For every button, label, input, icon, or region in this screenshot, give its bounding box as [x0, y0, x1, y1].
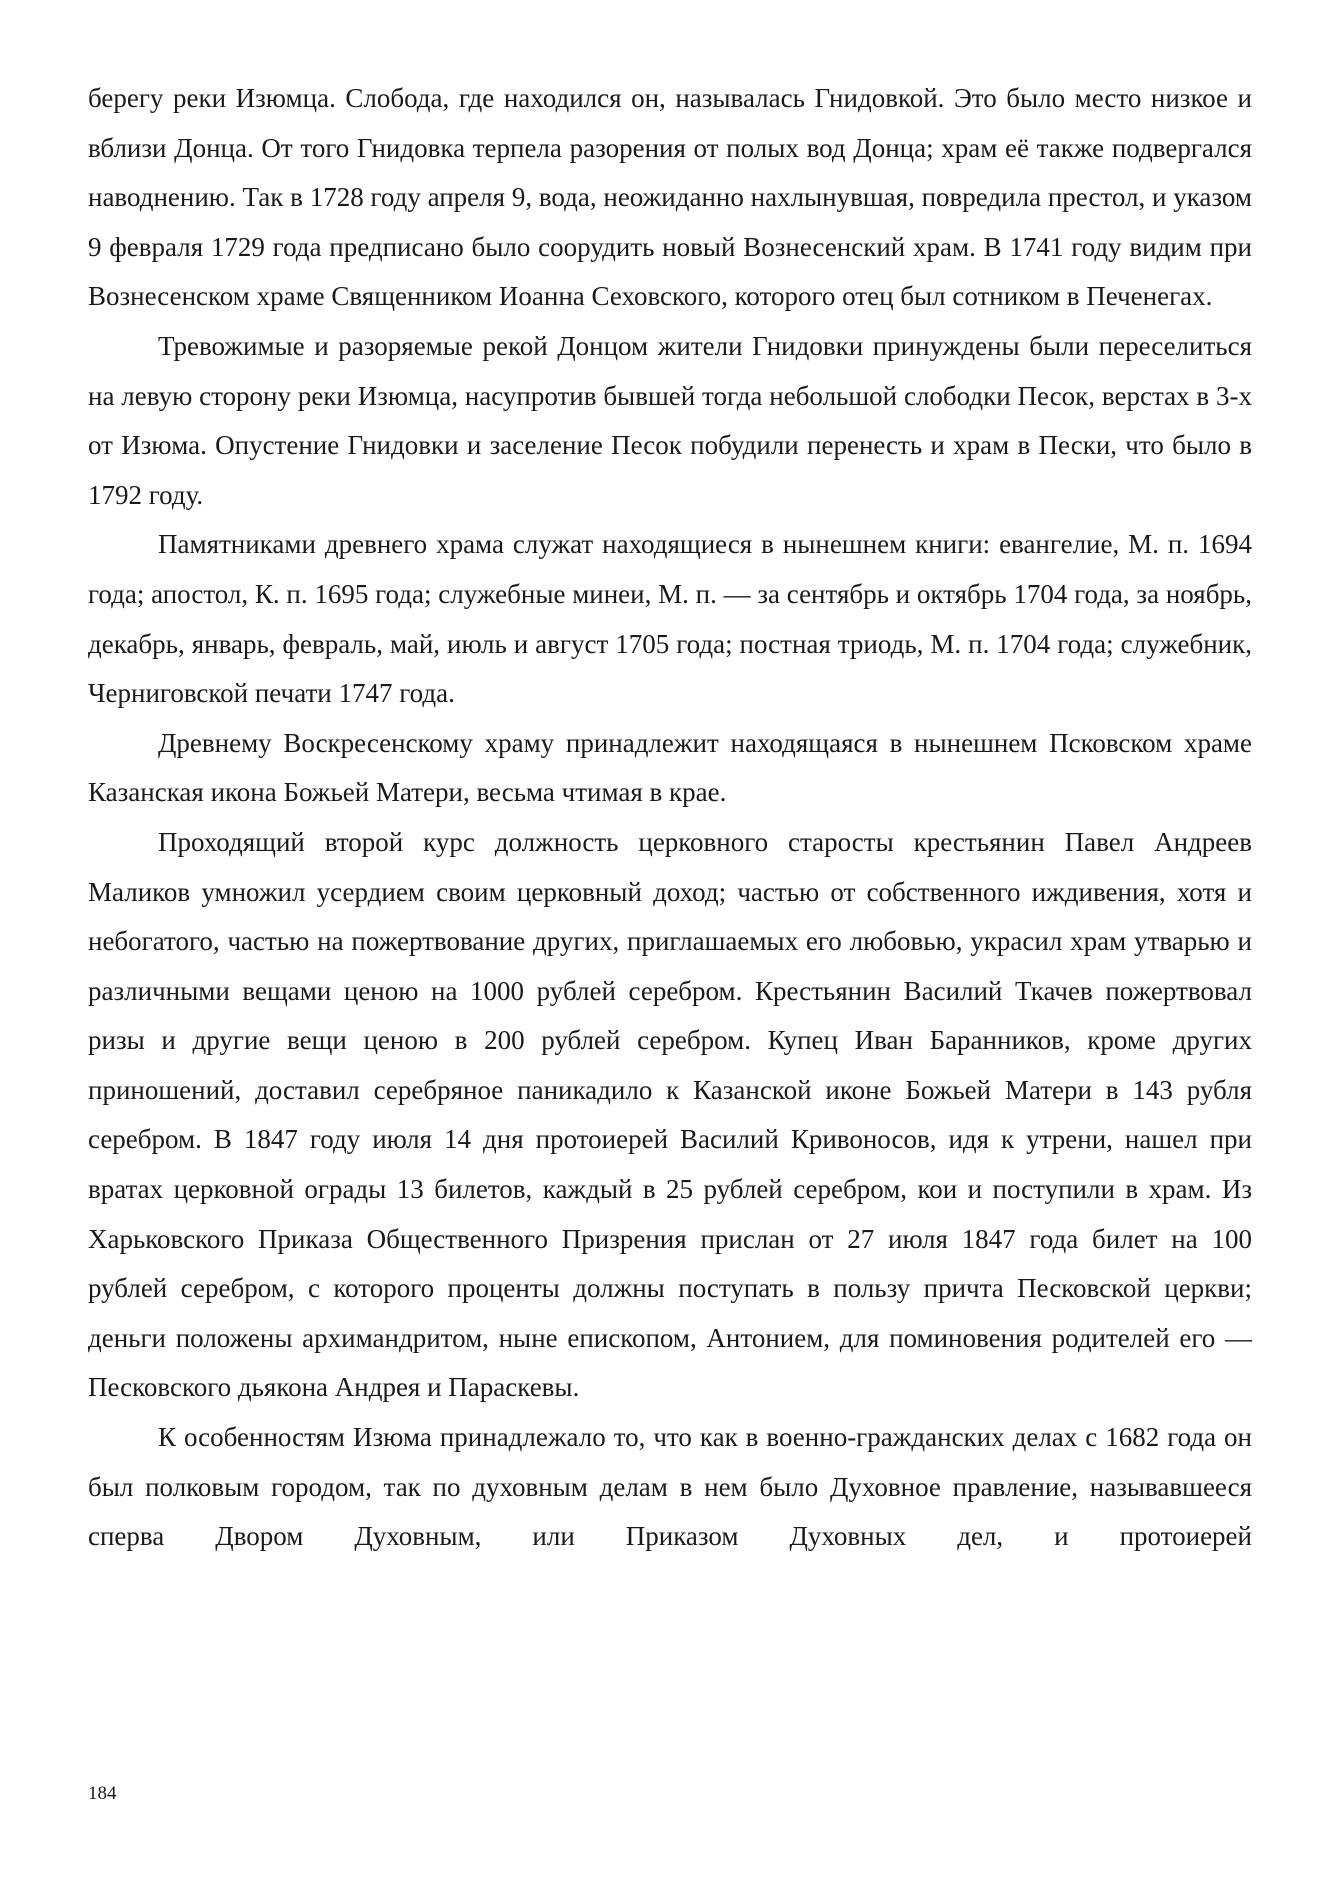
paragraph-5: Проходящий второй курс должность церковного старосты крестьянин Павел Андреев Маликов умножил усердием своим церковный доход; частью от собственного иждивения, хотя и небогатого, частью на пожертвование других, приглашаемых его любовью, украсил храм утварью и различными вещами ценою на 1000 рублей серебром. Крестьянин Василий Ткачев пожертвовал ризы и другие вещи ценою в 200 рублей серебром. Купец Иван Баранников, кроме других приношений, доставил серебряное паникадило к Казанской иконе Божьей Матери в 143 рубля серебром. В 1847 году июля 14 дня протоиерей Василий Кривоносов, идя к утрени, нашел при вратах церковной ограды 13 билетов, каждый в 25 рублей серебром, кои и поступили в храм. Из Харьковского Приказа Общественного Призрения прислан от 27 июля 1847 года билет на 100 рублей серебром, с которого проценты должны поступать в пользу причта Песковской церкви; деньги положены архимандритом, ныне епископом, Антонием, для поминовения родителей его — Песковского дьякона Андрея и Параскевы. [88, 826, 1252, 1403]
paragraph-3: Памятниками древнего храма служат находящиеся в нынешнем книги: евангелие, М. п. 1694 года; апостол, К. п. 1695 года; служебные минеи, М. п. — за сентябрь и октябрь 1704 года, за ноябрь, декабрь, январь, февраль, май, июль и август 1705 года; постная триодь, М. п. 1704 года; служебник, Черниговской печати 1747 года. [88, 529, 1252, 709]
paragraph-4: Древнему Воскресенскому храму принадлежит находящаяся в нынешнем Псковском храме Казанская икона Божьей Матери, весьма чтимая в крае. [88, 727, 1252, 808]
paragraph-1: берегу реки Изюмца. Слобода, где находился он, называлась Гнидовкой. Это было место низкое и вблизи Донца. От того Гнидовка терпела разорения от полых вод Донца; храм её также подвергался наводнению. Так в 1728 году апреля 9, вода, неожиданно нахлынувшая, повредила престол, и указом 9 февраля 1729 года предписано было соорудить новый Вознесенский храм. В 1741 году видим при Вознесенском храме Священником Иоанна Сеховского, которого отец был сотником в Печенегах. [88, 83, 1252, 312]
page-number: 184 [88, 1783, 117, 1804]
paragraph-2: Тревожимые и разоряемые рекой Донцом жители Гнидовки принуждены были переселиться на левую сторону реки Изюмца, насупротив бывшей тогда небольшой слободки Песок, верстах в 3-х от Изюма. Опустение Гнидовки и заселение Песок побудили перенесть и храм в Пески, что было в 1792 году. [88, 330, 1252, 510]
page-body [88, 74, 1252, 1562]
paragraph-6: К особенностям Изюма принадлежало то, что как в военно-гражданских делах с 1682 года он был полковым городом, так по духовным делам в нем было Духовное правление, называвшееся сперва Двором Духовным, или Приказом Духовных дел, и протоиерей [88, 1422, 1252, 1552]
